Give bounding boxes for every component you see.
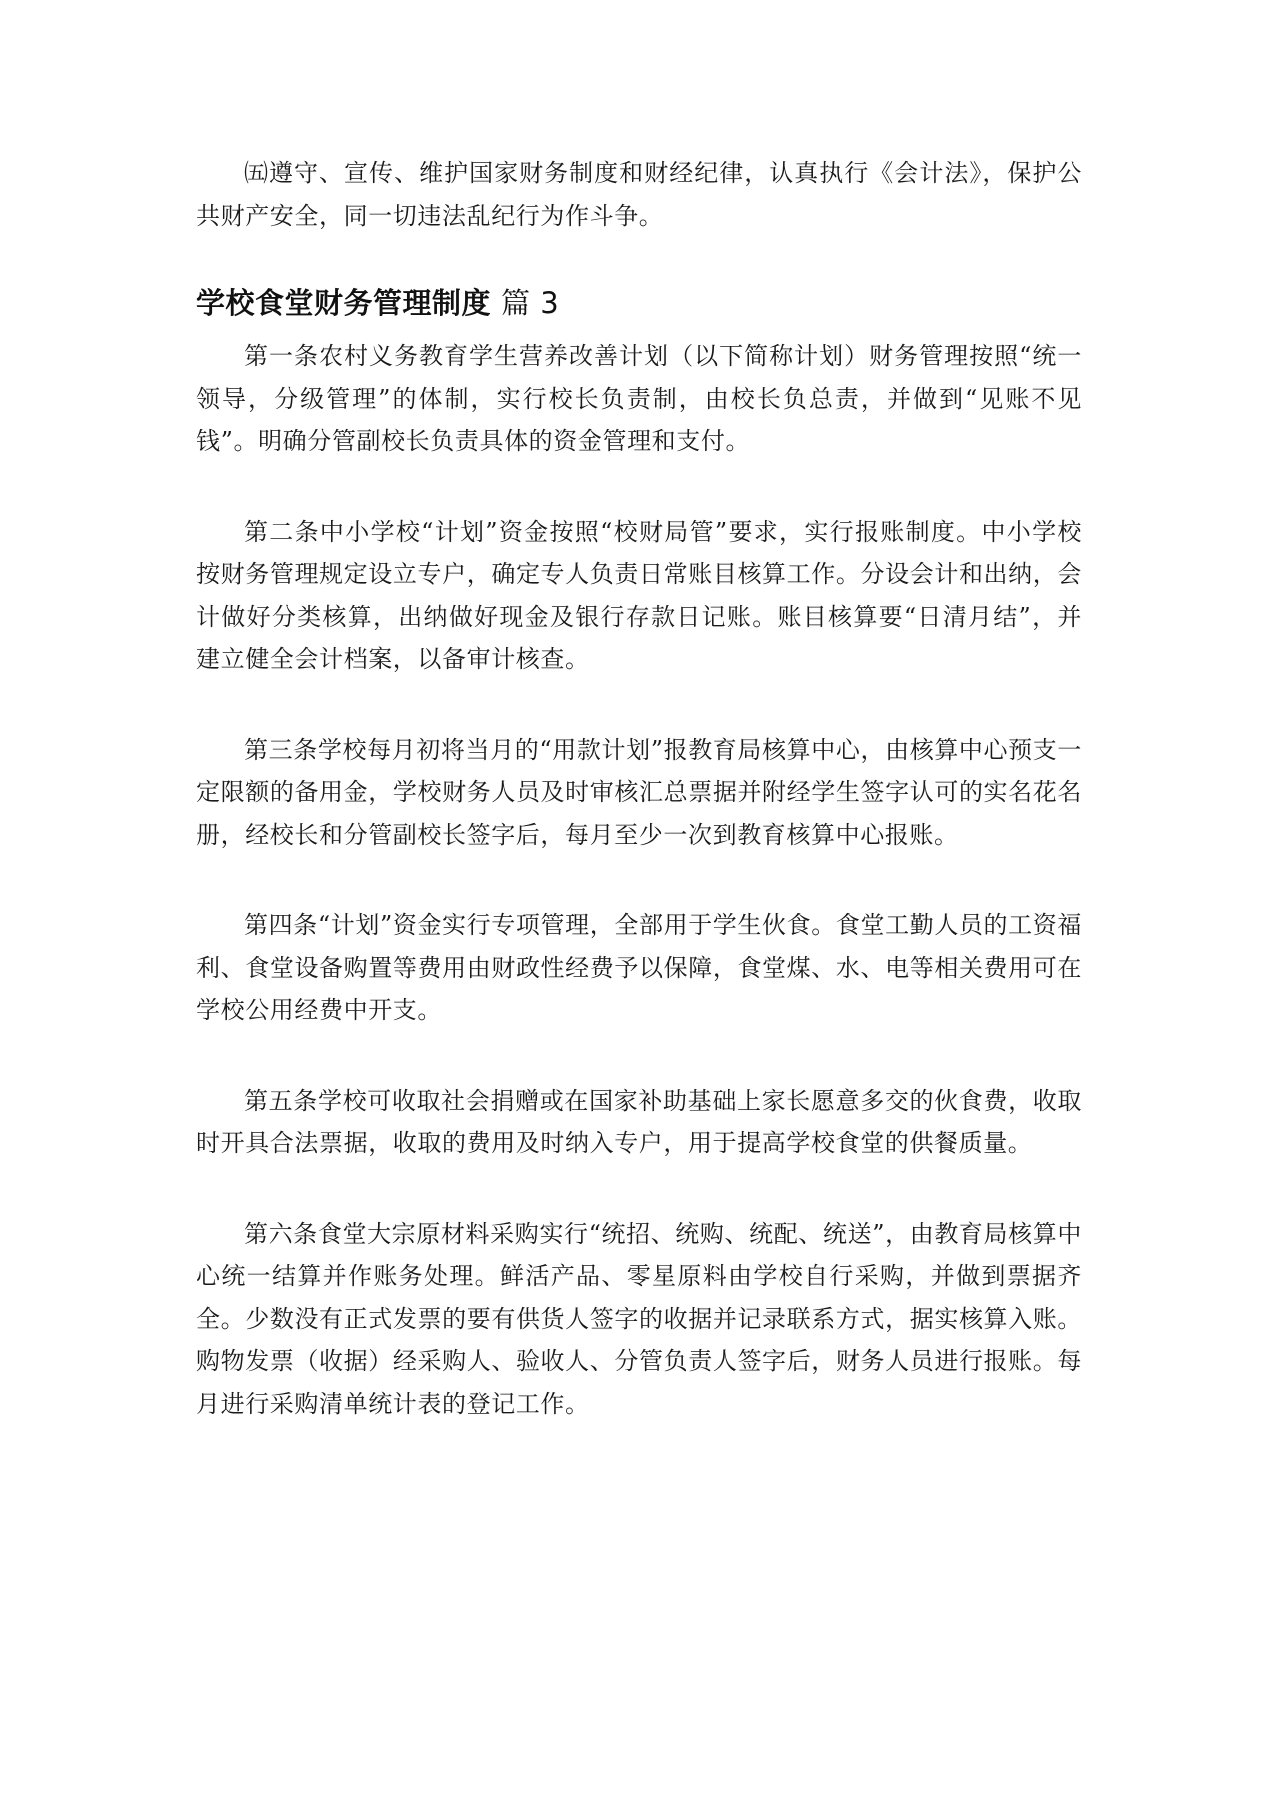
- article-4: 第四条“计划”资金实行专项管理，全部用于学生伙食。食堂工勤人员的工资福利、食堂设备购置等费用由财政性经费予以保障，食堂煤、水、电等相关费用可在学校公用经费中开支。: [196, 911, 1082, 1024]
- section-heading: [196, 281, 1082, 325]
- intro-paragraph: ㈤遵守、宣传、维护国家财务制度和财经纪律，认真执行《会计法》，保护公共财产安全，同一切违法乱纪行为作斗争。: [196, 159, 1082, 230]
- article-3: 第三条学校每月初将当月的“用款计划”报教育局核算中心，由核算中心预支一定限额的备用金，学校财务人员及时审核汇总票据并附经学生签字认可的实名花名册，经校长和分管副校长签字后，每月至少一次到教育核算中心报账。: [196, 735, 1082, 849]
- article-1: 第一条农村义务教育学生营养改善计划（以下简称计划）财务管理按照“统一领导，分级管理”的体制，实行校长负责制，由校长负总责，并做到“见账不见钱”。明确分管副校长负责具体的资金管理和支付。: [196, 342, 1082, 455]
- section-title: 学校食堂财务管理制度: [196, 286, 492, 320]
- article-6: 第六条食堂大宗原材料采购实行“统招、统购、统配、统送”，由教育局核算中心统一结算并作账务处理。鲜活产品、零星原料由学校自行采购，并做到票据齐全。少数没有正式发票的要有供货人签字的收据并记录联系方式，据实核算入账。购物发票（收据）经采购人、验收人、分管负责人签字后，财务人员进行报账。每月进行采购清单统计表的登记工作。: [196, 1219, 1082, 1418]
- document-body: [196, 152, 1082, 1425]
- article-2: 第二条中小学校“计划”资金按照“校财局管”要求，实行报账制度。中小学校按财务管理规定设立专户，确定专人负责日常账目核算工作。分设会计和出纳，会计做好分类核算，出纳做好现金及银行存款日记账。账目核算要“日清月结”，并建立健全会计档案，以备审计核查。: [196, 517, 1082, 673]
- article-5: 第五条学校可收取社会捐赠或在国家补助基础上家长愿意多交的伙食费，收取时开具合法票据，收取的费用及时纳入专户，用于提高学校食堂的供餐质量。: [196, 1086, 1082, 1157]
- section-number: 篇 3: [501, 286, 560, 320]
